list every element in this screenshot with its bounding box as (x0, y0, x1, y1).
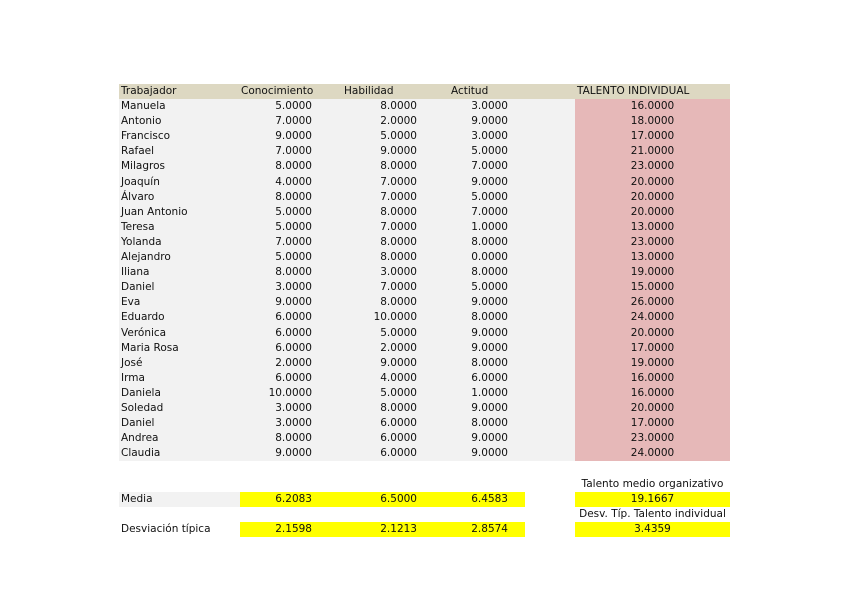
cell-attitude[interactable]: 9.0000 (471, 115, 508, 128)
cell-knowledge[interactable]: 5.0000 (275, 251, 312, 263)
cell-worker[interactable]: Álvaro (121, 190, 155, 203)
cell-talent[interactable]: 24.0000 (630, 311, 675, 324)
cell-knowledge[interactable]: 5.0000 (275, 220, 312, 233)
header-attitude[interactable]: Actitud (451, 85, 489, 97)
cell-skill[interactable]: 8.0000 (380, 160, 417, 173)
cell-knowledge[interactable]: 8.0000 (275, 190, 312, 203)
cell-worker[interactable]: Irma (121, 371, 145, 384)
cell-knowledge[interactable]: 9.0000 (275, 296, 312, 309)
cell-worker[interactable]: Francisco (121, 130, 171, 143)
cell-talent[interactable]: 19.0000 (630, 266, 675, 279)
cell-knowledge[interactable]: 5.0000 (275, 100, 312, 112)
cell-worker[interactable]: Claudia (121, 447, 161, 460)
cell-worker[interactable]: Verónica (121, 326, 167, 339)
mean-attitude[interactable]: 6.4583 (471, 493, 508, 505)
cell-worker[interactable]: Eva (121, 296, 141, 309)
cell-attitude[interactable]: 3.0000 (471, 130, 508, 143)
cell-skill[interactable]: 2.0000 (380, 341, 417, 354)
cell-attitude[interactable]: 9.0000 (471, 447, 508, 460)
cell-knowledge[interactable]: 8.0000 (275, 160, 312, 173)
cell-worker[interactable]: Maria Rosa (121, 341, 179, 354)
cell-worker[interactable]: Iliana (121, 266, 150, 279)
cell-talent[interactable]: 20.0000 (630, 190, 675, 203)
cell-skill[interactable]: 6.0000 (380, 417, 417, 430)
cell-skill[interactable]: 6.0000 (380, 447, 417, 460)
cell-skill[interactable]: 3.0000 (380, 266, 417, 279)
cell-skill[interactable]: 9.0000 (380, 145, 417, 158)
cell-attitude[interactable]: 8.0000 (471, 417, 508, 430)
cell-attitude[interactable]: 8.0000 (471, 235, 508, 248)
cell-knowledge[interactable]: 3.0000 (275, 281, 312, 294)
cell-knowledge[interactable]: 7.0000 (275, 115, 312, 128)
cell-talent[interactable]: 20.0000 (630, 175, 675, 188)
cell-skill[interactable]: 8.0000 (380, 402, 417, 414)
cell-knowledge[interactable]: 6.0000 (275, 341, 312, 354)
cell-talent[interactable]: 19.0000 (630, 356, 675, 369)
cell-talent[interactable]: 13.0000 (630, 220, 675, 233)
cell-worker[interactable]: Daniela (121, 386, 161, 399)
cell-talent[interactable]: 15.0000 (630, 281, 675, 294)
std-label[interactable]: Desviación típica (121, 523, 211, 535)
cell-talent[interactable]: 17.0000 (630, 417, 675, 430)
header-talent[interactable]: TALENTO INDIVIDUAL (577, 85, 690, 97)
header-knowledge[interactable]: Conocimiento (241, 85, 314, 97)
cell-skill[interactable]: 8.0000 (380, 235, 417, 248)
cell-skill[interactable]: 5.0000 (380, 130, 417, 143)
cell-attitude[interactable]: 9.0000 (471, 175, 508, 188)
mean-knowledge[interactable]: 6.2083 (275, 493, 312, 505)
cell-knowledge[interactable]: 7.0000 (275, 145, 312, 158)
cell-skill[interactable]: 8.0000 (380, 296, 417, 309)
cell-attitude[interactable]: 9.0000 (471, 432, 508, 445)
cell-worker[interactable]: Teresa (121, 220, 155, 233)
cell-attitude[interactable]: 6.0000 (471, 371, 508, 384)
cell-talent[interactable]: 16.0000 (630, 371, 675, 384)
cell-skill[interactable]: 7.0000 (380, 281, 417, 294)
cell-knowledge[interactable]: 9.0000 (275, 130, 312, 143)
std-knowledge[interactable]: 2.1598 (275, 523, 312, 535)
cell-attitude[interactable]: 7.0000 (471, 160, 508, 173)
cell-attitude[interactable]: 5.0000 (471, 281, 508, 294)
cell-attitude[interactable]: 1.0000 (471, 386, 508, 399)
cell-talent[interactable]: 16.0000 (630, 100, 675, 112)
talent-std-value[interactable]: 3.4359 (634, 523, 671, 535)
mean-skill[interactable]: 6.5000 (380, 493, 417, 505)
cell-talent[interactable]: 17.0000 (630, 130, 675, 143)
cell-knowledge[interactable]: 4.0000 (275, 175, 312, 188)
cell-attitude[interactable]: 5.0000 (471, 190, 508, 203)
cell-worker[interactable]: Andrea (121, 432, 159, 445)
std-skill[interactable]: 2.1213 (380, 523, 417, 535)
cell-talent[interactable]: 21.0000 (630, 145, 675, 158)
cell-worker[interactable]: José (121, 356, 143, 369)
header-worker[interactable]: Trabajador (121, 85, 177, 97)
cell-knowledge[interactable]: 5.0000 (275, 205, 312, 218)
cell-attitude[interactable]: 7.0000 (471, 205, 508, 218)
cell-knowledge[interactable]: 8.0000 (275, 432, 312, 445)
cell-knowledge[interactable]: 7.0000 (275, 235, 312, 248)
cell-attitude[interactable]: 5.0000 (471, 145, 508, 158)
org-talent-label[interactable]: Talento medio organizativo (581, 478, 724, 490)
talent-std-label[interactable]: Desv. Típ. Talento individual (579, 508, 726, 520)
cell-talent[interactable]: 16.0000 (630, 386, 675, 399)
cell-talent[interactable]: 23.0000 (630, 235, 675, 248)
cell-skill[interactable]: 5.0000 (380, 326, 417, 339)
cell-attitude[interactable]: 8.0000 (471, 356, 508, 369)
cell-skill[interactable]: 10.0000 (373, 311, 417, 324)
cell-attitude[interactable]: 9.0000 (471, 402, 508, 414)
cell-attitude[interactable]: 1.0000 (471, 220, 508, 233)
cell-skill[interactable]: 8.0000 (380, 100, 417, 112)
cell-worker[interactable]: Manuela (121, 100, 166, 112)
std-attitude[interactable]: 2.8574 (471, 523, 508, 535)
cell-attitude[interactable]: 0.0000 (471, 251, 508, 263)
cell-attitude[interactable]: 9.0000 (471, 296, 508, 309)
cell-skill[interactable]: 8.0000 (380, 251, 417, 263)
cell-skill[interactable]: 8.0000 (380, 205, 417, 218)
cell-talent[interactable]: 20.0000 (630, 402, 675, 414)
cell-skill[interactable]: 7.0000 (380, 175, 417, 188)
cell-worker[interactable]: Eduardo (121, 311, 165, 324)
cell-talent[interactable]: 18.0000 (630, 115, 675, 128)
cell-skill[interactable]: 5.0000 (380, 386, 417, 399)
mean-label[interactable]: Media (121, 493, 153, 505)
cell-knowledge[interactable]: 9.0000 (275, 447, 312, 460)
cell-skill[interactable]: 2.0000 (380, 115, 417, 128)
cell-talent[interactable]: 13.0000 (630, 251, 675, 263)
cell-attitude[interactable]: 8.0000 (471, 266, 508, 279)
cell-talent[interactable]: 24.0000 (630, 447, 675, 460)
cell-knowledge[interactable]: 2.0000 (275, 356, 312, 369)
cell-knowledge[interactable]: 3.0000 (275, 417, 312, 430)
org-talent-value[interactable]: 19.1667 (630, 493, 675, 505)
header-skill[interactable]: Habilidad (344, 85, 394, 97)
cell-worker[interactable]: Antonio (121, 115, 162, 128)
cell-attitude[interactable]: 9.0000 (471, 326, 508, 339)
cell-worker[interactable]: Rafael (121, 145, 155, 158)
cell-talent[interactable]: 20.0000 (630, 326, 675, 339)
cell-attitude[interactable]: 8.0000 (471, 311, 508, 324)
cell-skill[interactable]: 9.0000 (380, 356, 417, 369)
cell-worker[interactable]: Joaquín (121, 175, 160, 188)
cell-talent[interactable]: 23.0000 (630, 160, 675, 173)
cell-knowledge[interactable]: 6.0000 (275, 311, 312, 324)
cell-skill[interactable]: 7.0000 (380, 190, 417, 203)
cell-worker[interactable]: Juan Antonio (121, 205, 188, 218)
cell-knowledge[interactable]: 6.0000 (275, 371, 312, 384)
cell-knowledge[interactable]: 10.0000 (268, 386, 312, 399)
cell-worker[interactable]: Milagros (121, 160, 165, 173)
cell-knowledge[interactable]: 8.0000 (275, 266, 312, 279)
cell-skill[interactable]: 4.0000 (380, 371, 417, 384)
cell-worker[interactable]: Alejandro (121, 251, 171, 263)
cell-knowledge[interactable]: 6.0000 (275, 326, 312, 339)
cell-attitude[interactable]: 3.0000 (471, 100, 508, 112)
cell-talent[interactable]: 23.0000 (630, 432, 675, 445)
cell-talent[interactable]: 20.0000 (630, 205, 675, 218)
cell-worker[interactable]: Daniel (121, 417, 155, 430)
cell-attitude[interactable]: 9.0000 (471, 341, 508, 354)
cell-worker[interactable]: Soledad (121, 402, 164, 414)
cell-skill[interactable]: 7.0000 (380, 220, 417, 233)
cell-skill[interactable]: 6.0000 (380, 432, 417, 445)
cell-worker[interactable]: Daniel (121, 281, 155, 294)
cell-talent[interactable]: 17.0000 (630, 341, 675, 354)
cell-knowledge[interactable]: 3.0000 (275, 402, 312, 414)
cell-talent[interactable]: 26.0000 (630, 296, 675, 309)
cell-worker[interactable]: Yolanda (121, 235, 162, 248)
